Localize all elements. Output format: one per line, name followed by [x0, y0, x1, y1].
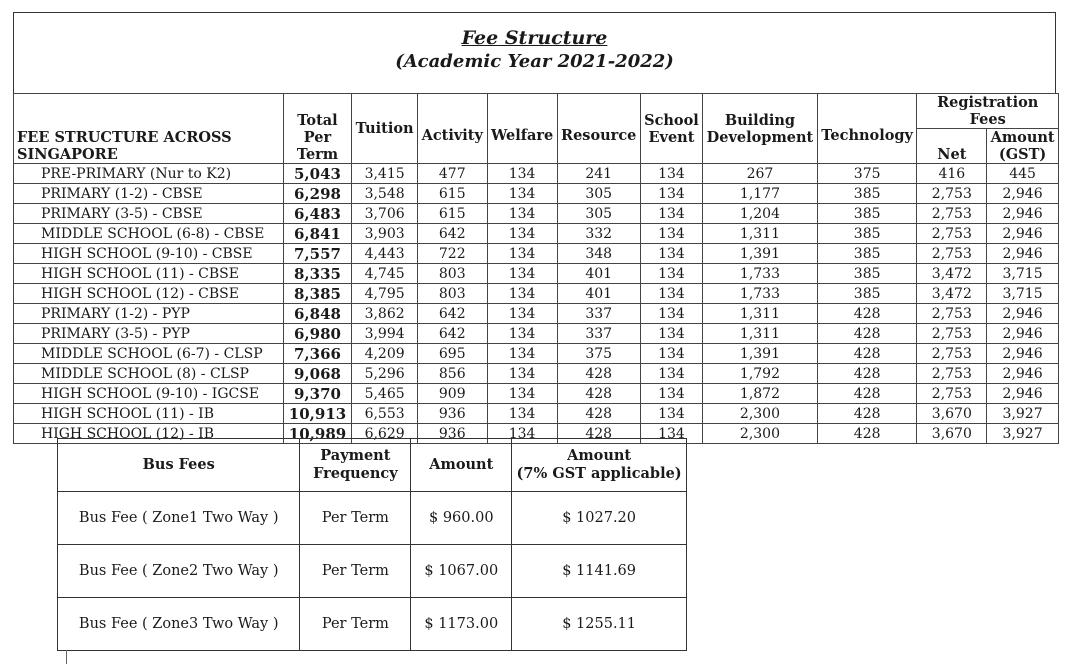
resource-cell: 337: [557, 324, 640, 344]
total-per-term: 6,483: [283, 204, 352, 224]
activity-cell: 936: [417, 424, 487, 444]
header-school-event: School Event: [640, 94, 702, 164]
registration-amount-cell: 2,946: [987, 224, 1059, 244]
header-resource: Resource: [557, 94, 640, 164]
registration-amount-cell: 2,946: [987, 204, 1059, 224]
technology-cell: 385: [817, 224, 917, 244]
tuition-cell: 6,629: [352, 424, 418, 444]
total-per-term: 5,043: [283, 164, 352, 184]
level-name: PRIMARY (3-5) - PYP: [14, 324, 284, 344]
header-amount-gst: Amount (GST): [987, 129, 1059, 164]
welfare-cell: 134: [487, 384, 557, 404]
title-box: [13, 12, 1056, 94]
level-name: PRE-PRIMARY (Nur to K2): [14, 164, 284, 184]
bus-fee-name: Bus Fee ( Zone3 Two Way ): [58, 598, 300, 651]
welfare-cell: 134: [487, 184, 557, 204]
level-name: HIGH SCHOOL (11) - CBSE: [14, 264, 284, 284]
level-name: HIGH SCHOOL (11) - IB: [14, 404, 284, 424]
table-row: [14, 164, 1059, 184]
school-event-cell: 134: [640, 164, 702, 184]
registration-net-cell: 3,472: [917, 284, 987, 304]
table-row: [14, 364, 1059, 384]
payment-frequency-cell: Per Term: [300, 492, 411, 545]
activity-cell: 642: [417, 324, 487, 344]
technology-cell: 385: [817, 204, 917, 224]
total-per-term: 10,913: [283, 404, 352, 424]
school-event-cell: 134: [640, 404, 702, 424]
table-row: [58, 545, 687, 598]
resource-cell: 337: [557, 304, 640, 324]
school-event-cell: 134: [640, 344, 702, 364]
header-total: Total Per Term: [283, 94, 352, 164]
bus-fee-name: Bus Fee ( Zone1 Two Way ): [58, 492, 300, 545]
header-building-development: Building Development: [703, 94, 818, 164]
level-name: PRIMARY (3-5) - CBSE: [14, 204, 284, 224]
bus-fees-table: [57, 438, 687, 651]
resource-cell: 332: [557, 224, 640, 244]
bus-fee-name: Bus Fee ( Zone2 Two Way ): [58, 545, 300, 598]
resource-cell: 305: [557, 204, 640, 224]
technology-cell: 385: [817, 244, 917, 264]
registration-amount-cell: 2,946: [987, 364, 1059, 384]
welfare-cell: 134: [487, 304, 557, 324]
building-cell: 1,733: [703, 284, 818, 304]
welfare-cell: 134: [487, 364, 557, 384]
total-per-term: 8,335: [283, 264, 352, 284]
school-event-cell: 134: [640, 424, 702, 444]
document-title: Fee Structure: [461, 27, 608, 49]
welfare-cell: 134: [487, 424, 557, 444]
level-name: HIGH SCHOOL (9-10) - IGCSE: [14, 384, 284, 404]
building-cell: 1,733: [703, 264, 818, 284]
building-cell: 2,300: [703, 404, 818, 424]
document-subtitle: (Academic Year 2021-2022): [395, 51, 674, 72]
building-cell: 2,300: [703, 424, 818, 444]
amount-gst-cell: $ 1255.11: [512, 598, 687, 651]
welfare-cell: 134: [487, 164, 557, 184]
bus-rows: [58, 492, 687, 651]
building-cell: 267: [703, 164, 818, 184]
school-event-cell: 134: [640, 224, 702, 244]
registration-net-cell: 2,753: [917, 384, 987, 404]
total-per-term: 7,366: [283, 344, 352, 364]
building-cell: 1,391: [703, 344, 818, 364]
header-bus-fees: Bus Fees: [58, 439, 300, 492]
registration-net-cell: 2,753: [917, 304, 987, 324]
technology-cell: 385: [817, 284, 917, 304]
activity-cell: 936: [417, 404, 487, 424]
welfare-cell: 134: [487, 404, 557, 424]
tuition-cell: 3,415: [352, 164, 418, 184]
technology-cell: 385: [817, 264, 917, 284]
activity-cell: 803: [417, 284, 487, 304]
tuition-cell: 5,296: [352, 364, 418, 384]
school-event-cell: 134: [640, 204, 702, 224]
tuition-cell: 4,209: [352, 344, 418, 364]
registration-amount-cell: 445: [987, 164, 1059, 184]
welfare-cell: 134: [487, 284, 557, 304]
level-name: PRIMARY (1-2) - PYP: [14, 304, 284, 324]
activity-cell: 615: [417, 204, 487, 224]
registration-net-cell: 2,753: [917, 184, 987, 204]
welfare-cell: 134: [487, 264, 557, 284]
total-per-term: 10,989: [283, 424, 352, 444]
table-row: [14, 324, 1059, 344]
total-per-term: 6,848: [283, 304, 352, 324]
resource-cell: 428: [557, 404, 640, 424]
tuition-cell: 3,994: [352, 324, 418, 344]
activity-cell: 856: [417, 364, 487, 384]
building-cell: 1,177: [703, 184, 818, 204]
building-cell: 1,204: [703, 204, 818, 224]
registration-amount-cell: 2,946: [987, 344, 1059, 364]
table-row: [58, 492, 687, 545]
header-tuition: Tuition: [352, 94, 418, 164]
activity-cell: 477: [417, 164, 487, 184]
registration-amount-cell: 2,946: [987, 304, 1059, 324]
fee-structure-table: [13, 93, 1059, 444]
registration-amount-cell: 2,946: [987, 384, 1059, 404]
registration-amount-cell: 3,927: [987, 404, 1059, 424]
resource-cell: 428: [557, 364, 640, 384]
registration-net-cell: 2,753: [917, 344, 987, 364]
technology-cell: 428: [817, 384, 917, 404]
table-row: [14, 384, 1059, 404]
registration-net-cell: 2,753: [917, 324, 987, 344]
level-name: HIGH SCHOOL (12) - CBSE: [14, 284, 284, 304]
table-row: [58, 598, 687, 651]
school-event-cell: 134: [640, 244, 702, 264]
building-cell: 1,311: [703, 304, 818, 324]
total-per-term: 6,841: [283, 224, 352, 244]
header-welfare: Welfare: [487, 94, 557, 164]
tuition-cell: 4,443: [352, 244, 418, 264]
welfare-cell: 134: [487, 324, 557, 344]
total-per-term: 8,385: [283, 284, 352, 304]
resource-cell: 401: [557, 264, 640, 284]
table-row: [14, 224, 1059, 244]
resource-cell: 241: [557, 164, 640, 184]
amount-gst-cell: $ 1141.69: [512, 545, 687, 598]
total-per-term: 6,980: [283, 324, 352, 344]
registration-amount-cell: 2,946: [987, 324, 1059, 344]
header-technology: Technology: [817, 94, 917, 164]
level-name: MIDDLE SCHOOL (8) - CLSP: [14, 364, 284, 384]
resource-cell: 428: [557, 384, 640, 404]
tuition-cell: 4,795: [352, 284, 418, 304]
registration-net-cell: 2,753: [917, 224, 987, 244]
header-net: Net: [917, 129, 987, 164]
activity-cell: 642: [417, 304, 487, 324]
header-payment-frequency: Payment Frequency: [300, 439, 411, 492]
registration-net-cell: 3,472: [917, 264, 987, 284]
table-row: [14, 184, 1059, 204]
registration-amount-cell: 3,715: [987, 264, 1059, 284]
technology-cell: 428: [817, 424, 917, 444]
building-cell: 1,872: [703, 384, 818, 404]
resource-cell: 305: [557, 184, 640, 204]
resource-cell: 375: [557, 344, 640, 364]
registration-net-cell: 3,670: [917, 424, 987, 444]
level-name: MIDDLE SCHOOL (6-8) - CBSE: [14, 224, 284, 244]
school-event-cell: 134: [640, 264, 702, 284]
header-fee-structure: FEE STRUCTURE ACROSS SINGAPORE: [14, 94, 284, 164]
amount-cell: $ 1067.00: [411, 545, 512, 598]
tuition-cell: 3,903: [352, 224, 418, 244]
technology-cell: 385: [817, 184, 917, 204]
table-row: [14, 304, 1059, 324]
welfare-cell: 134: [487, 244, 557, 264]
amount-cell: $ 1173.00: [411, 598, 512, 651]
table-row: [14, 284, 1059, 304]
total-per-term: 7,557: [283, 244, 352, 264]
building-cell: 1,792: [703, 364, 818, 384]
tuition-cell: 3,862: [352, 304, 418, 324]
activity-cell: 722: [417, 244, 487, 264]
building-cell: 1,311: [703, 224, 818, 244]
technology-cell: 428: [817, 324, 917, 344]
tuition-cell: 6,553: [352, 404, 418, 424]
activity-cell: 615: [417, 184, 487, 204]
tuition-cell: 3,706: [352, 204, 418, 224]
fee-rows: [14, 164, 1059, 444]
tuition-cell: 4,745: [352, 264, 418, 284]
total-per-term: 9,370: [283, 384, 352, 404]
registration-amount-cell: 2,946: [987, 184, 1059, 204]
registration-amount-cell: 2,946: [987, 244, 1059, 264]
total-per-term: 9,068: [283, 364, 352, 384]
school-event-cell: 134: [640, 364, 702, 384]
level-name: MIDDLE SCHOOL (6-7) - CLSP: [14, 344, 284, 364]
school-event-cell: 134: [640, 384, 702, 404]
technology-cell: 428: [817, 364, 917, 384]
technology-cell: 375: [817, 164, 917, 184]
table-row: [14, 404, 1059, 424]
registration-net-cell: 2,753: [917, 204, 987, 224]
tuition-cell: 3,548: [352, 184, 418, 204]
resource-cell: 428: [557, 424, 640, 444]
resource-cell: 401: [557, 284, 640, 304]
total-per-term: 6,298: [283, 184, 352, 204]
activity-cell: 695: [417, 344, 487, 364]
payment-frequency-cell: Per Term: [300, 598, 411, 651]
registration-amount-cell: 3,715: [987, 284, 1059, 304]
welfare-cell: 134: [487, 204, 557, 224]
scan-mark: [66, 650, 67, 664]
payment-frequency-cell: Per Term: [300, 545, 411, 598]
registration-amount-cell: 3,927: [987, 424, 1059, 444]
building-cell: 1,391: [703, 244, 818, 264]
table-row: [14, 244, 1059, 264]
resource-cell: 348: [557, 244, 640, 264]
school-event-cell: 134: [640, 284, 702, 304]
table-row: [14, 204, 1059, 224]
header-amount: Amount: [411, 439, 512, 492]
amount-gst-cell: $ 1027.20: [512, 492, 687, 545]
table-row: [14, 264, 1059, 284]
table-row: [14, 344, 1059, 364]
activity-cell: 803: [417, 264, 487, 284]
technology-cell: 428: [817, 404, 917, 424]
header-registration-fees: Registration Fees: [917, 94, 1059, 129]
registration-net-cell: 3,670: [917, 404, 987, 424]
school-event-cell: 134: [640, 184, 702, 204]
tuition-cell: 5,465: [352, 384, 418, 404]
level-name: HIGH SCHOOL (9-10) - CBSE: [14, 244, 284, 264]
school-event-cell: 134: [640, 304, 702, 324]
registration-net-cell: 2,753: [917, 364, 987, 384]
welfare-cell: 134: [487, 344, 557, 364]
activity-cell: 642: [417, 224, 487, 244]
amount-cell: $ 960.00: [411, 492, 512, 545]
header-activity: Activity: [417, 94, 487, 164]
registration-net-cell: 416: [917, 164, 987, 184]
activity-cell: 909: [417, 384, 487, 404]
welfare-cell: 134: [487, 224, 557, 244]
level-name: PRIMARY (1-2) - CBSE: [14, 184, 284, 204]
header-amount-gst-applicable: Amount (7% GST applicable): [512, 439, 687, 492]
school-event-cell: 134: [640, 324, 702, 344]
technology-cell: 428: [817, 304, 917, 324]
building-cell: 1,311: [703, 324, 818, 344]
technology-cell: 428: [817, 344, 917, 364]
level-name: HIGH SCHOOL (12) - IB: [14, 424, 284, 444]
registration-net-cell: 2,753: [917, 244, 987, 264]
